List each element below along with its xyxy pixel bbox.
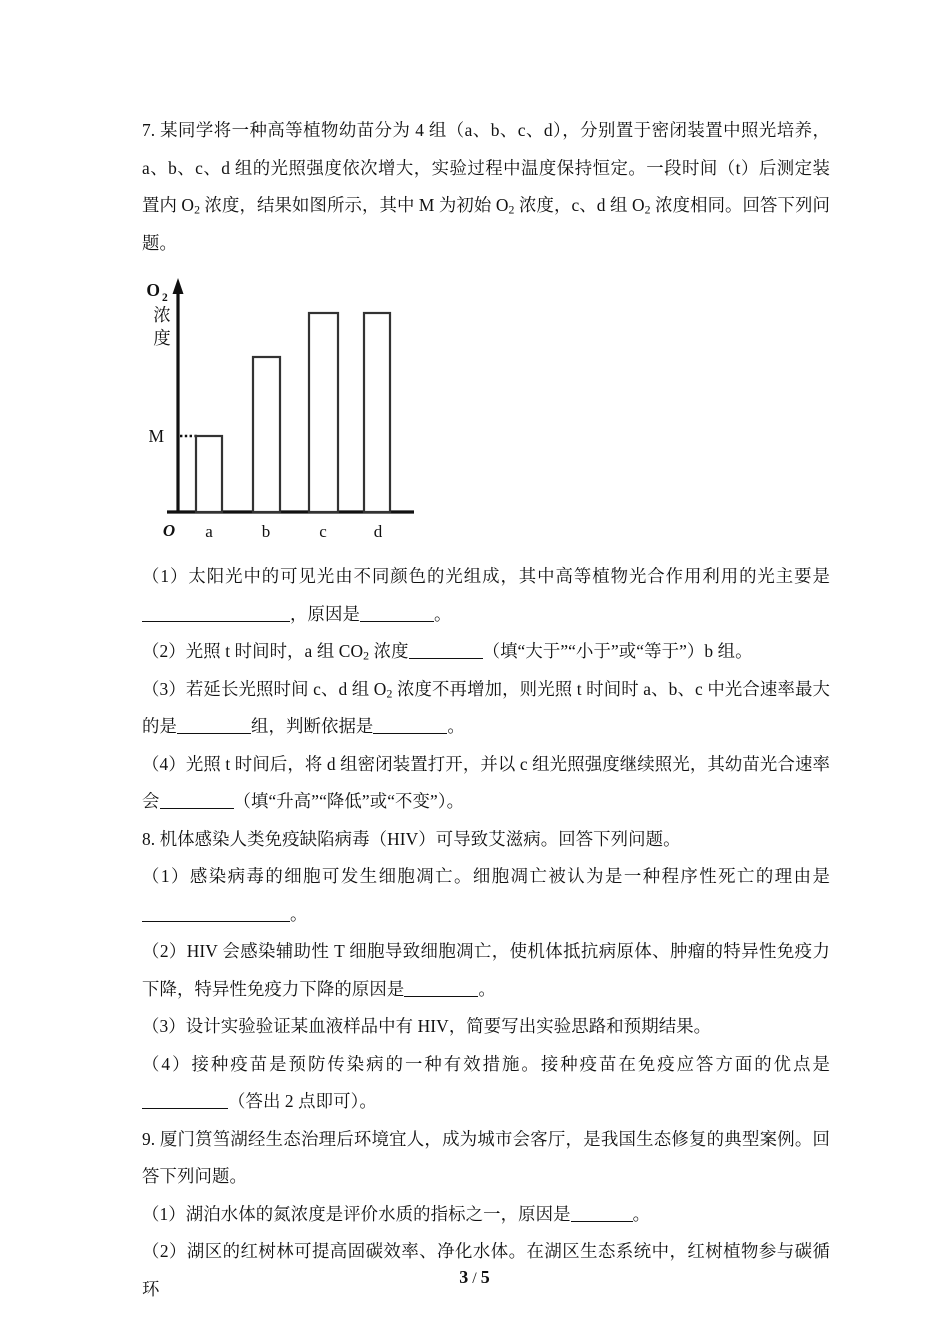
answer-blank[interactable] bbox=[177, 717, 251, 735]
question-7-2-text-c: （填“大于”“小于”或“等于”）b 组。 bbox=[482, 641, 753, 661]
question-7-stem-text-d: 浓度相同。回答下列问题。 bbox=[142, 195, 831, 253]
question-7-3-text-a: （3）若延长光照时间 c、d 组 O bbox=[142, 678, 387, 699]
subscript-o2-c: 2 bbox=[644, 202, 651, 217]
page-number-separator: / bbox=[472, 1270, 478, 1287]
answer-blank[interactable] bbox=[238, 604, 290, 622]
question-7-stem-text-b: 浓度，结果如图所示，其中 M 为初始 O bbox=[200, 195, 509, 215]
question-7-3-text-c: 组，判断依据是 bbox=[250, 716, 374, 736]
question-7-stem-text-a: 7. 某同学将一种高等植物幼苗分为 4 组（a、b、c、d），分别置于密闭装置中照光培养，a、b、c、d 组的光照强度依次增大，实验过程中温度保持恒定。一段时间（t）后测定装置内 O bbox=[142, 120, 830, 215]
question-7-4 bbox=[142, 746, 830, 821]
question-7-3 bbox=[142, 671, 830, 746]
question-7-stem-text-c: 浓度，c、d 组 O bbox=[514, 195, 645, 215]
answer-blank[interactable] bbox=[238, 904, 290, 922]
question-9-1 bbox=[142, 1196, 830, 1234]
answer-blank[interactable] bbox=[360, 604, 434, 622]
x-tick-label-a: a bbox=[205, 522, 213, 541]
question-9-1-text-a: （1）湖泊水体的氮浓度是评价水质的指标之一，原因是 bbox=[142, 1203, 571, 1224]
y-axis-arrowhead bbox=[173, 278, 184, 294]
question-8-1-text-b: 。 bbox=[290, 903, 308, 924]
question-9-2: （2）湖区的红树林可提高固碳效率、净化水体。在湖区生态系统中，红树植物参与碳循环 bbox=[142, 1241, 830, 1299]
question-9-1-text-b: 。 bbox=[632, 1203, 651, 1224]
bar-d bbox=[364, 313, 390, 512]
y-axis-label-nong: 浓 bbox=[153, 305, 171, 325]
o2-concentration-bar-chart bbox=[142, 274, 442, 546]
question-8-4 bbox=[142, 1046, 830, 1121]
question-7-1-text-c: 。 bbox=[433, 603, 452, 624]
subscript-o2-q73: 2 bbox=[386, 686, 393, 701]
bar-b bbox=[253, 357, 280, 512]
x-tick-label-c: c bbox=[319, 522, 327, 541]
question-7-2-text-a: （2）光照 t 时间时，a 组 CO bbox=[142, 641, 364, 661]
subscript-o2-a: 2 bbox=[194, 202, 201, 217]
question-7-4-text-b: （填“升高”“降低”或“不变”）。 bbox=[233, 791, 465, 811]
question-7-4-text-a: （4）光照 t 时间后，将 d 组密闭装置打开，并以 c 组光照强度继续照光，其幼苗光合速率会 bbox=[142, 753, 830, 811]
question-8-3: （3）设计实验验证某血液样品中有 HIV，简要写出实验思路和预期结果。 bbox=[142, 1016, 712, 1036]
y-axis-label-du: 度 bbox=[153, 328, 171, 348]
reference-line-label-m: M bbox=[148, 426, 164, 446]
question-9-stem: 9. 厦门筼筜湖经生态治理后环境宜人，成为城市会客厅，是我国生态修复的典型案例。回答下列问题。 bbox=[142, 1128, 830, 1186]
answer-blank[interactable] bbox=[142, 904, 238, 922]
question-7-1-text-a: （1）太阳光中的可见光由不同颜色的光组成，其中高等植物光合作用利用的光主要是 bbox=[142, 566, 830, 586]
origin-label: O bbox=[162, 521, 176, 540]
y-axis-label-subscript-2: 2 bbox=[162, 292, 168, 304]
question-8-1 bbox=[142, 858, 830, 933]
y-axis-label-o: O bbox=[146, 280, 160, 300]
page-number-current: 3 bbox=[459, 1267, 470, 1287]
question-7-3-text-d: 。 bbox=[447, 716, 465, 736]
question-8-stem: 8. 机体感染人类免疫缺陷病毒（HIV）可导致艾滋病。回答下列问题。 bbox=[142, 828, 681, 849]
question-8-2-text-b: 。 bbox=[478, 978, 496, 999]
answer-blank[interactable] bbox=[404, 979, 478, 997]
question-8-2 bbox=[142, 933, 830, 1008]
answer-blank[interactable] bbox=[373, 717, 447, 735]
x-tick-label-d: d bbox=[373, 522, 383, 541]
question-8-2-text-a: （2）HIV 会感染辅助性 T 细胞导致细胞凋亡，使机体抵抗病原体、肿瘤的特异性免疫力下降，特异性免疫力下降的原因是 bbox=[142, 941, 830, 999]
subscript-o2-b: 2 bbox=[508, 202, 515, 217]
question-7-2-text-b: 浓度 bbox=[369, 641, 409, 661]
answer-blank[interactable] bbox=[160, 792, 234, 810]
question-8-4-text-a: （4）接种疫苗是预防传染病的一种有效措施。接种疫苗在免疫应答方面的优点是 bbox=[142, 1053, 830, 1074]
answer-blank[interactable] bbox=[142, 604, 238, 622]
answer-blank[interactable] bbox=[142, 1092, 228, 1110]
page-footer bbox=[0, 1267, 950, 1288]
page-number-total: 5 bbox=[480, 1267, 491, 1287]
question-8-1-text-a: （1）感染病毒的细胞可发生细胞凋亡。细胞凋亡被认为是一种程序性死亡的理由是 bbox=[142, 866, 830, 886]
answer-blank[interactable] bbox=[409, 642, 483, 660]
x-tick-label-b: b bbox=[261, 522, 271, 541]
bar-chart-svg bbox=[142, 274, 442, 546]
question-7-2 bbox=[142, 633, 830, 671]
question-7-stem bbox=[142, 112, 830, 262]
bar-a bbox=[196, 436, 222, 512]
answer-blank[interactable] bbox=[571, 1204, 633, 1222]
question-7-3-text-b: 浓度不再增加，则光照 t 时间时 a、b、c 中光合速率最大的是 bbox=[142, 678, 830, 736]
question-7-1-text-b: ，原因是 bbox=[290, 603, 360, 624]
question-7-1 bbox=[142, 558, 830, 633]
subscript-co2: 2 bbox=[363, 648, 370, 663]
bar-c bbox=[309, 313, 338, 512]
question-8-4-text-b: （答出 2 点即可）。 bbox=[228, 1091, 377, 1111]
